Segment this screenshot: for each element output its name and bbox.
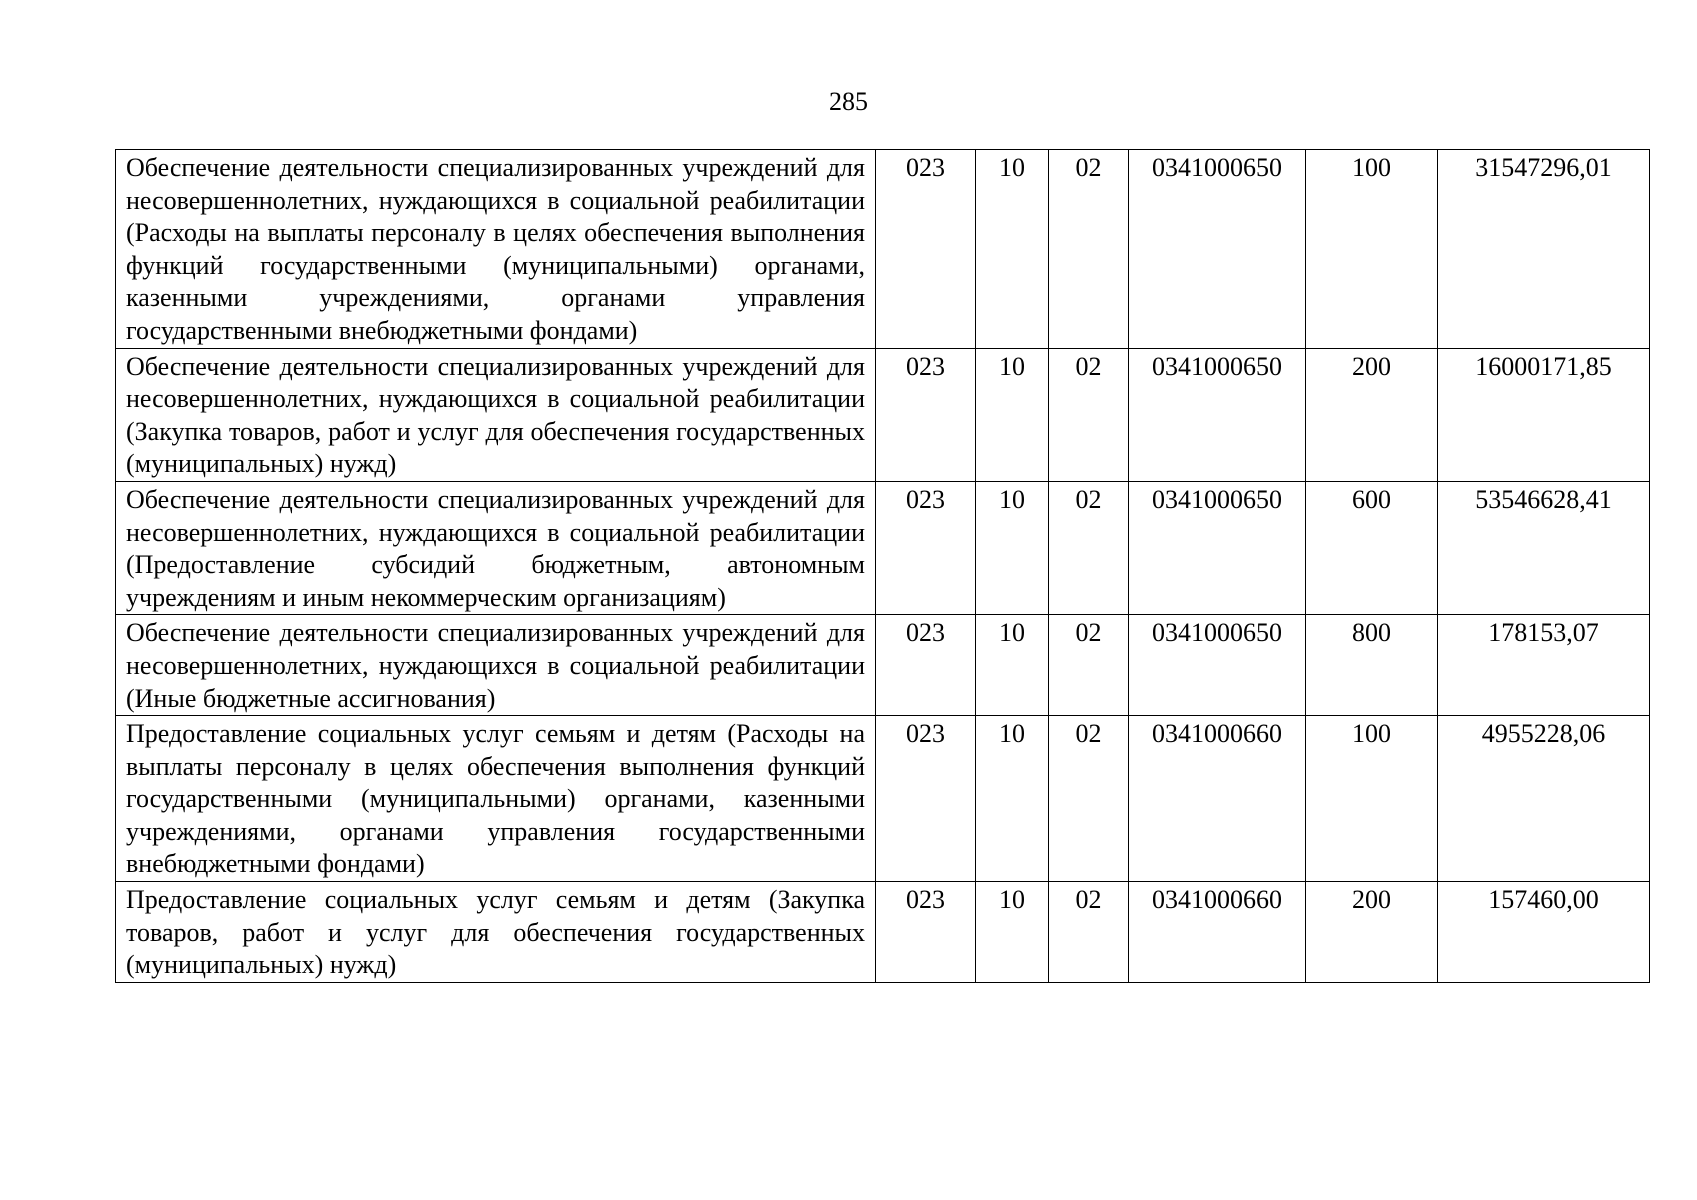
expense-type-code: 600 xyxy=(1306,481,1438,614)
section-code: 10 xyxy=(976,150,1049,349)
subsection-code: 02 xyxy=(1049,716,1129,882)
target-article-code: 0341000660 xyxy=(1129,882,1306,983)
section-code: 10 xyxy=(976,615,1049,716)
section-code: 10 xyxy=(976,716,1049,882)
expense-type-code: 200 xyxy=(1306,882,1438,983)
row-description: Обеспечение деятельности специализированных учреждений для несовершеннолетних, нуждающихся в социальной реабилитации (Иные бюджетные ассигнования) xyxy=(116,615,876,716)
table-row xyxy=(116,882,1650,983)
row-description: Предоставление социальных услуг семьям и детям (Расходы на выплаты персоналу в целях обеспечения выполнения функций государственными (муниципальными) органами, казенными учреждениями, органами управления государственными внебюджетными фондами) xyxy=(116,716,876,882)
amount: 31547296,01 xyxy=(1438,150,1650,349)
row-description: Обеспечение деятельности специализированных учреждений для несовершеннолетних, нуждающихся в социальной реабилитации (Закупка товаров, работ и услуг для обеспечения государственных (муниципальных) нужд) xyxy=(116,348,876,481)
section-code: 10 xyxy=(976,481,1049,614)
subsection-code: 02 xyxy=(1049,348,1129,481)
subsection-code: 02 xyxy=(1049,481,1129,614)
subsection-code: 02 xyxy=(1049,882,1129,983)
amount: 178153,07 xyxy=(1438,615,1650,716)
target-article-code: 0341000650 xyxy=(1129,481,1306,614)
table-row xyxy=(116,481,1650,614)
table-row xyxy=(116,716,1650,882)
section-code: 10 xyxy=(976,882,1049,983)
section-code: 10 xyxy=(976,348,1049,481)
subsection-code: 02 xyxy=(1049,615,1129,716)
target-article-code: 0341000650 xyxy=(1129,150,1306,349)
ministry-code: 023 xyxy=(876,882,976,983)
table-row xyxy=(116,615,1650,716)
target-article-code: 0341000650 xyxy=(1129,348,1306,481)
row-description: Обеспечение деятельности специализированных учреждений для несовершеннолетних, нуждающихся в социальной реабилитации (Предоставление субсидий бюджетным, автономным учреждениям и иным некоммерческим организациям) xyxy=(116,481,876,614)
expense-type-code: 100 xyxy=(1306,150,1438,349)
subsection-code: 02 xyxy=(1049,150,1129,349)
ministry-code: 023 xyxy=(876,615,976,716)
ministry-code: 023 xyxy=(876,348,976,481)
amount: 4955228,06 xyxy=(1438,716,1650,882)
expense-type-code: 100 xyxy=(1306,716,1438,882)
row-description: Предоставление социальных услуг семьям и детям (Закупка товаров, работ и услуг для обеспечения государственных (муниципальных) нужд) xyxy=(116,882,876,983)
table-row xyxy=(116,150,1650,349)
amount: 16000171,85 xyxy=(1438,348,1650,481)
expense-type-code: 200 xyxy=(1306,348,1438,481)
expense-type-code: 800 xyxy=(1306,615,1438,716)
target-article-code: 0341000650 xyxy=(1129,615,1306,716)
ministry-code: 023 xyxy=(876,716,976,882)
budget-table xyxy=(115,149,1650,983)
target-article-code: 0341000660 xyxy=(1129,716,1306,882)
ministry-code: 023 xyxy=(876,481,976,614)
page-number: 285 xyxy=(829,87,868,116)
amount: 53546628,41 xyxy=(1438,481,1650,614)
table-row xyxy=(116,348,1650,481)
row-description: Обеспечение деятельности специализированных учреждений для несовершеннолетних, нуждающихся в социальной реабилитации (Расходы на выплаты персоналу в целях обеспечения выполнения функций государственными (муниципальными) органами, казенными учреждениями, органами управления государственными внебюджетными фондами) xyxy=(116,150,876,349)
ministry-code: 023 xyxy=(876,150,976,349)
amount: 157460,00 xyxy=(1438,882,1650,983)
